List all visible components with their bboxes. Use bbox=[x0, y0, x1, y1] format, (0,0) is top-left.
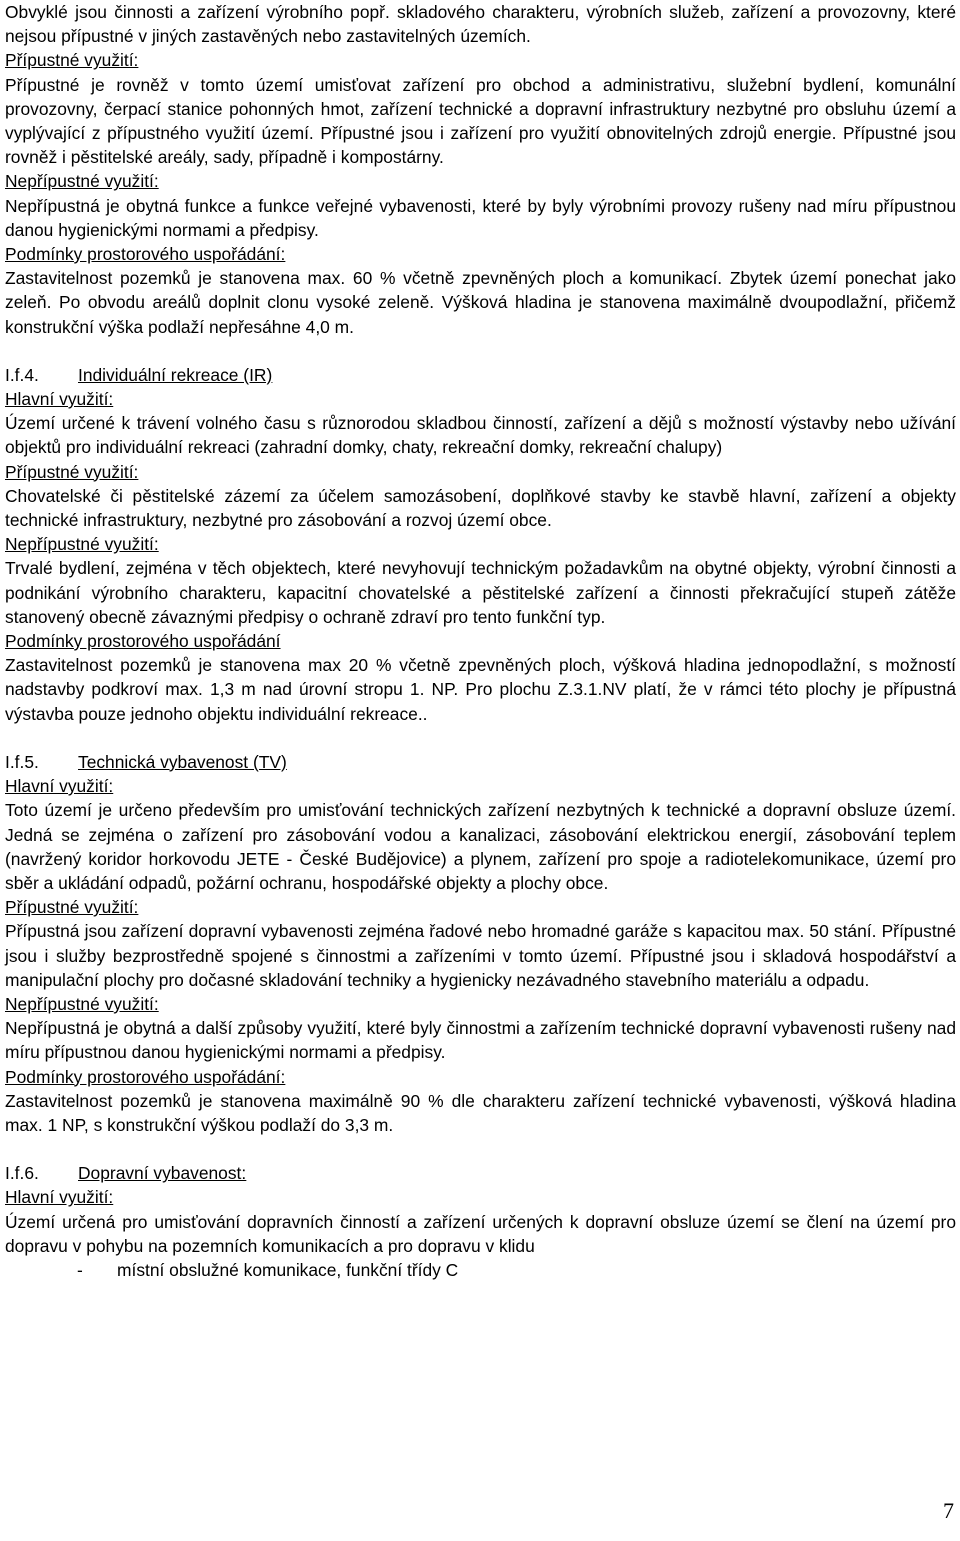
section-label: Podmínky prostorového uspořádání bbox=[5, 631, 281, 652]
section-label: Hlavní využití: bbox=[5, 776, 114, 797]
section-label: Nepřípustné využití: bbox=[5, 993, 159, 1014]
paragraph: Území určené k trávení volného času s různorodou skladbou činností, zařízení a dějů s možností výstavby nebo užívání objektů pro individuální rekreaci (zahradní domky, chaty, rekreační domky, rekreační chalupy) bbox=[5, 413, 956, 458]
section-heading-if6 bbox=[5, 1161, 956, 1185]
paragraph: Území určená pro umisťování dopravních činností a zařízení určených k dopravní obsluze území se člení na území pro dopravu v pohybu na pozemních komunikacích a pro dopravu v klidu bbox=[5, 1211, 956, 1256]
section-label: Přípustné využití: bbox=[5, 461, 139, 482]
paragraph: Přípustné je rovněž v tomto území umisťovat zařízení pro obchod a administrativu, služební bydlení, komunální provozovny, čerpací stanice pohonných hmot, zařízení technické a dopravní infrastruktury nezbytné pro obsluhu území a vyplývající z přípustného využití území. Přípustné jsou i zařízení pro využití obnovitelných zdrojů energie. Přípustné jsou rovněž i pěstitelské areály, sady, případně i kompostárny. bbox=[5, 74, 956, 168]
paragraph: Trvalé bydlení, zejména v těch objektech, které nevyhovují technickým požadavkům na obytné objekty, výrobní činnosti a podnikání výrobního charakteru, kapacitní chovatelské a pěstitelské zařízení a činnosti překračující stupeň zátěže stanovený obecně závaznými předpisy o ochraně zdraví pro tento funkční typ. bbox=[5, 558, 956, 627]
section-heading-if4 bbox=[5, 363, 956, 387]
spacer bbox=[5, 726, 956, 750]
section-label: Podmínky prostorového uspořádání: bbox=[5, 244, 286, 265]
section-label: Hlavní využití: bbox=[5, 1187, 114, 1208]
section-title: Dopravní vybavenost: bbox=[78, 1163, 247, 1184]
section-label: Přípustné využití: bbox=[5, 897, 139, 918]
section-title: Individuální rekreace (IR) bbox=[78, 364, 273, 385]
spacer bbox=[5, 1137, 956, 1161]
section-title: Technická vybavenost (TV) bbox=[78, 751, 287, 772]
section-label: Přípustné využití: bbox=[5, 50, 139, 71]
page-number: 7 bbox=[943, 1498, 954, 1523]
list-dash: - bbox=[77, 1259, 83, 1280]
section-number: I.f.5. bbox=[5, 751, 39, 772]
document-page bbox=[5, 0, 956, 1282]
section-label: Podmínky prostorového uspořádání: bbox=[5, 1066, 286, 1087]
paragraph: Zastavitelnost pozemků je stanovena maximálně 90 % dle charakteru zařízení technické vybavenosti, výšková hladina max. 1 NP, s konstrukční výškou podlaží do 3,3 m. bbox=[5, 1090, 956, 1135]
section-label: Nepřípustné využití: bbox=[5, 171, 159, 192]
section-number: I.f.6. bbox=[5, 1163, 39, 1184]
section-label: Nepřípustné využití: bbox=[5, 534, 159, 555]
paragraph: Chovatelské či pěstitelské zázemí za účelem samozásobení, doplňkové stavby ke stavbě hlavní, zařízení a objekty technické infrastruktury, nezbytné pro zásobování a rozvoj území obce. bbox=[5, 485, 956, 531]
paragraph: Zastavitelnost pozemků je stanovena max 20 % včetně zpevněných ploch, výšková hladina jednopodlažní, s možností nadstavby podkroví max. 1,3 m nad úrovní stropu 1. NP. Pro plochu Z.3.1.NV platí, že v rámci této plochy je přípustná výstavba pouze jednoho objektu individuální rekreace.. bbox=[5, 655, 956, 724]
paragraph: Přípustná jsou zařízení dopravní vybavenosti zejména řadové nebo hromadné garáže s kapacitou max. 50 stání. Přípustné jsou i služby bezprostředně spojené s činnostmi a zařízeními v tomto území. Přípustné jsou i skladová hospodářství a manipulační plochy pro dočasné skladování techniky a hygienicky nezávadného stavebního materiálu a odpadu. bbox=[5, 921, 956, 990]
paragraph: Obvyklé jsou činnosti a zařízení výrobního popř. skladového charakteru, výrobních služeb, zařízení a provozovny, které nejsou přípustné v jiných zastavěných nebo zastavitelných územích. bbox=[5, 2, 956, 47]
paragraph: Nepřípustná je obytná a další způsoby využití, které byly činnostmi a zařízením technické dopravní vybavenosti rušeny nad míru přípustnou danou hygienickými normami a předpisy. bbox=[5, 1018, 956, 1063]
paragraph: Nepřípustná je obytná funkce a funkce veřejné vybavenosti, které by byly výrobními provozy rušeny nad míru přípustnou danou hygienickými normami a předpisy. bbox=[5, 195, 956, 240]
section-label: Hlavní využití: bbox=[5, 389, 114, 410]
paragraph: Toto území je určeno především pro umisťování technických zařízení nezbytných k technické a dopravní obsluze území. Jedná se zejména o zařízení pro zásobování vodou a kanalizaci, zásobování elektrickou energií, zásobování teplem (navržený koridor horkovodu JETE - České Budějovice) a plynem, zařízení pro spoje a radiotelekomunikace, území pro sběr a ukládání odpadů, požární ochranu, hospodářské objekty a plochy obce. bbox=[5, 800, 956, 893]
list-item-text: místní obslužné komunikace, funkční třídy C bbox=[117, 1259, 459, 1280]
list-item bbox=[5, 1258, 956, 1282]
section-number: I.f.4. bbox=[5, 364, 39, 385]
spacer bbox=[5, 339, 956, 363]
paragraph: Zastavitelnost pozemků je stanovena max. 60 % včetně zpevněných ploch a komunikací. Zbytek území ponechat jako zeleň. Po obvodu areálů doplnit clonu vysoké zeleně. Výšková hladina je stanovena maximálně dvoupodlažní, přičemž konstrukční výška podlaží nepřesáhne 4,0 m. bbox=[5, 268, 956, 337]
section-heading-if5 bbox=[5, 750, 956, 774]
